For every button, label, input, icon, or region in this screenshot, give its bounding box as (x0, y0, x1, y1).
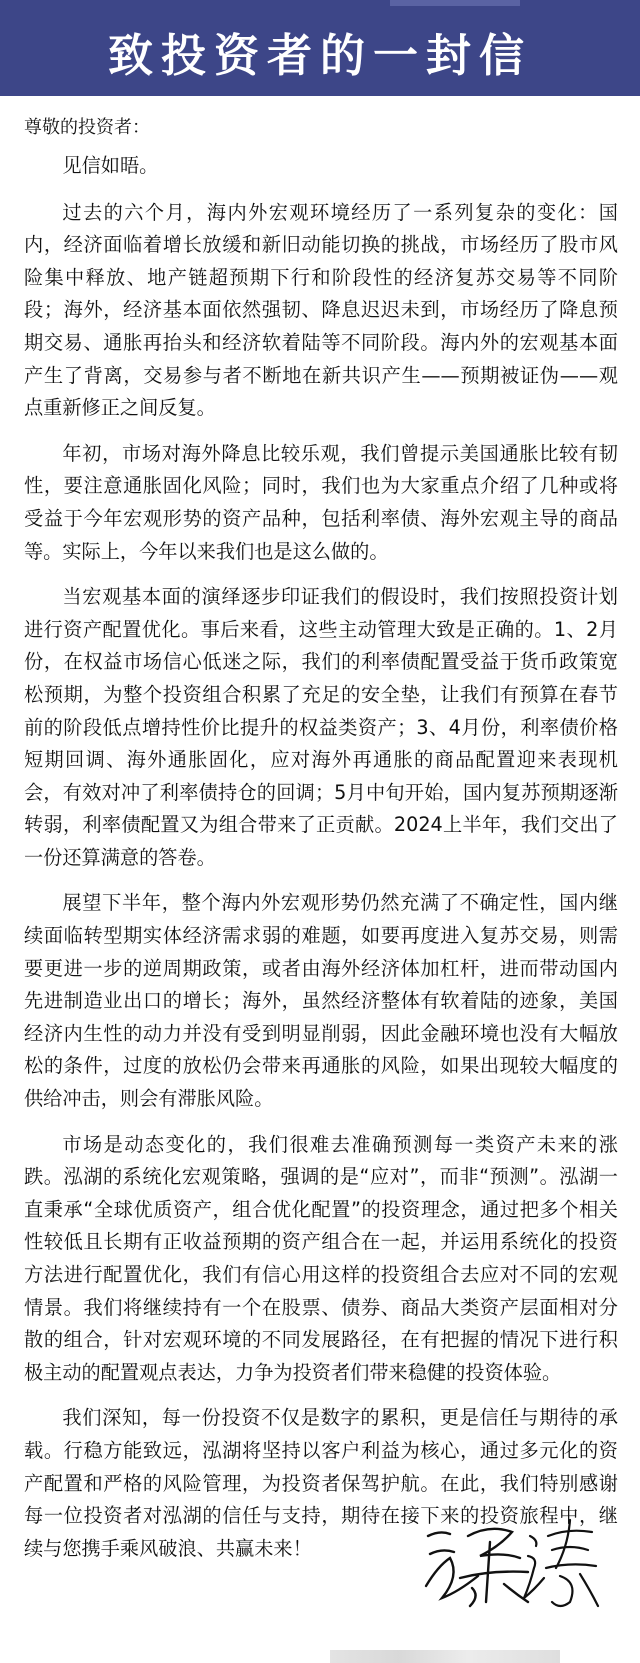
salutation: 尊敬的投资者： (24, 117, 150, 138)
paragraph-allocation: 当宏观基本面的演绎逐步印证我们的假设时，我们按照投资计划进行资产配置优化。事后来看，这些主动管理大致是正确的。1、2月份，在权益市场信心低迷之际，我们的利率债配置受益于货币政策宽松预期，为整个投资组合积累了充足的安全垫，让我们有预算在春节前的阶段低点增持性价比提升的权益类资产；3、4月份，利率债价格短期回调、海外通胀固化，应对海外再通胀的商品配置迎来表现机会，有效对冲了利率债持仓的回调；5月中旬开始，国内复苏预期逐渐转弱，利率债配置又为组合带来了正贡献。2024上半年，我们交出了一份还算满意的答卷。 (24, 585, 618, 869)
banner-top-strip (390, 0, 520, 6)
paragraph-greeting: 见信如晤。 (62, 154, 159, 177)
page-title: 致投资者的一封信 (107, 28, 532, 82)
title-banner (0, 0, 640, 96)
signature-image (420, 1506, 600, 1616)
paragraph-early-year: 年初，市场对海外降息比较乐观，我们曾提示美国通胀比较有韧性，要注意通胀固化风险；同时，我们也为大家重点介绍了几种或将受益于今年宏观形势的资产品种，包括利率债、海外宏观主导的商品等。实际上，今年以来我们也是这么做的。 (24, 441, 618, 563)
paragraph-strategy: 市场是动态变化的，我们很难去准确预测每一类资产未来的涨跌。泓湖的系统化宏观策略，强调的是“应对”，而非“预测”。泓湖一直秉承“全球优质资产，组合优化配置”的投资理念，通过把多个相关性较低且长期有正收益预期的资产组合在一起，并运用系统化的投资方法进行配置优化，我们有信心用这样的投资组合去应对不同的宏观情景。我们将继续持有一个在股票、债券、商品大类资产层面相对分散的组合，针对宏观环境的不同发展路径，在有把握的情况下进行积极主动的配置观点表达，力争为投资者们带来稳健的投资体验。 (24, 1132, 618, 1384)
paragraph-closing: 我们深知，每一份投资不仅是数字的累积，更是信任与期待的承载。行稳方能致远，泓湖将坚持以客户利益为核心，通过多元化的资产配置和严格的风险管理，为投资者保驾护航。在此，我们特别感谢每一位投资者对泓湖的信任与支持，期待在接下来的投资旅程中，继续与您携手乘风破浪、共赢未来！ (24, 1406, 618, 1560)
letter-body (0, 112, 640, 1578)
paragraph-outlook: 展望下半年，整个海内外宏观形势仍然充满了不确定性，国内继续面临转型期实体经济需求弱的难题，如要再度进入复苏交易，则需要更进一步的逆周期政策，或者由海外经济体加杠杆，进而带动国内先进制造业出口的增长；海外，虽然经济整体有软着陆的迹象，美国经济内生性的动力并没有受到明显削弱，因此金融环境也没有大幅放松的条件，过度的放松仍会带来再通胀的风险，如果出现较大幅度的供给冲击，则会有滞胀风险。 (24, 891, 618, 1111)
paragraph-review: 过去的六个月，海内外宏观环境经历了一系列复杂的变化：国内，经济面临着增长放缓和新旧动能切换的挑战，市场经历了股市风险集中释放、地产链超预期下行和阶段性的经济复苏交易等不同阶段；海外，经济基本面依然强韧、降息迟迟未到，市场经历了降息预期交易、通胀再抬头和经济软着陆等不同阶段。海内外的宏观基本面产生了背离，交易参与者不断地在新共识产生——预期被证伪——观点重新修正之间反复。 (24, 200, 618, 420)
footer-cut-off-text (330, 1650, 560, 1663)
